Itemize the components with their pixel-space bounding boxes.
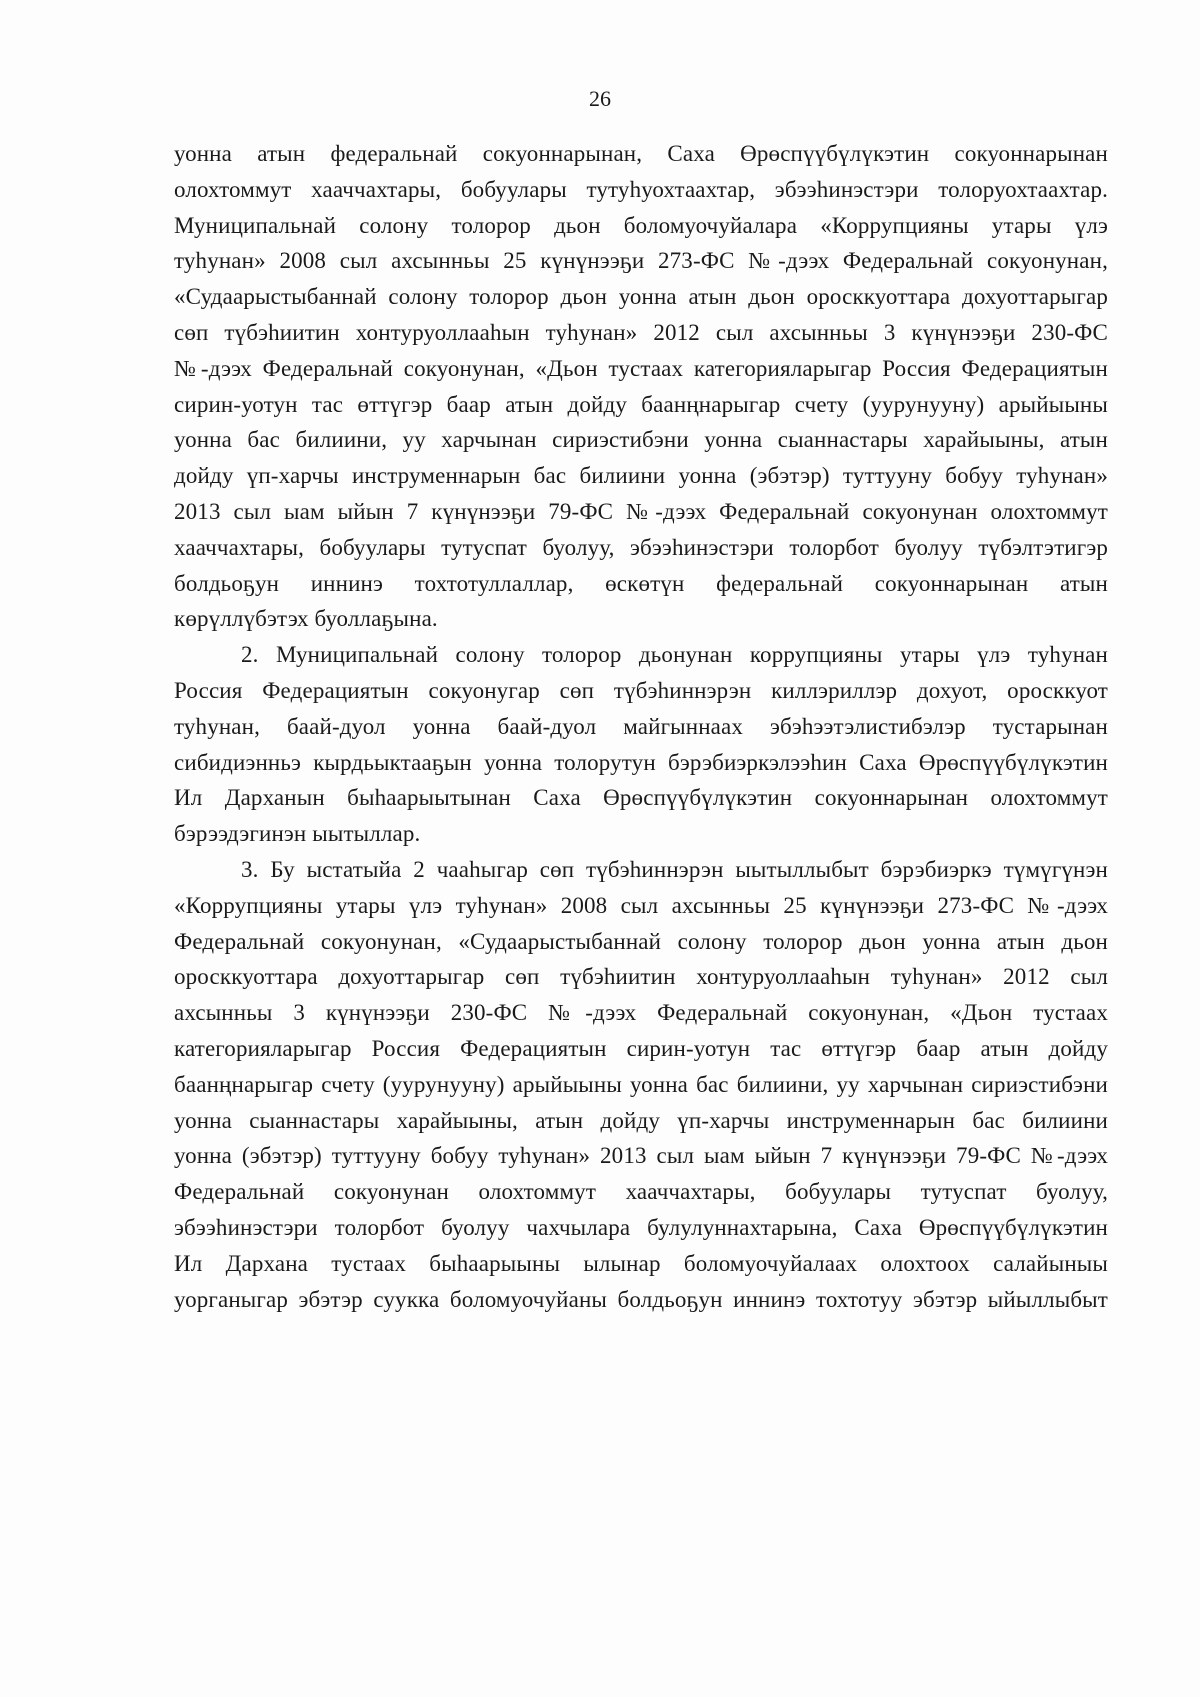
text-line: 2013 сыл ыам ыйын 7 күнүнээҕи 79-ФС №-дээх Федеральнай сокуонунан олохтоммут [174,498,1108,524]
text-line: «Коррупцияны утары үлэ туһунан» 2008 сыл ахсынньы 25 күнүнээҕи 273-ФС №-дээх [174,892,1108,918]
text-line: туһунан, баай-дуол уонна баай-дуол майгыннаах эбэһээтэлистибэлэр тустарынан [174,713,1108,739]
text-line: «Судаарыстыбаннай солону толорор дьон уонна атын дьон оросккуоттара дохуоттарыгар [174,284,1108,310]
paragraph-3-start: 3. Бу ыстатыйа 2 чааһыгар сөп түбэһиннэрэн ыытыллыбыт бэрэбиэркэ түмүгүнэн [241,856,1108,882]
text-line: эбээһинэстэри толорбот буолуу чахчылара булулуннахтарына, Саха Өрөспүүбүлүкэтин [174,1214,1108,1240]
text-line: Россия Федерациятын сокуонугар сөп түбэһиннэрэн киллэриллэр дохуот, оросккуот [174,677,1108,703]
text-line: болдьоҕун иннинэ тохтотуллаллар, өскөтүн федеральнай сокуоннарынан атын [174,570,1108,596]
text-line: дойду үп-харчы инструменнарын бас билиини уонна (эбэтэр) туттууну бобуу туһунан» [174,463,1108,489]
text-line: категорияларыгар Россия Федерациятын сирин-уотун тас өттүгэр баар атын дойду [174,1035,1108,1061]
body-text [174,136,1108,1317]
text-line: уонна атын федеральнай сокуоннарынан, Саха Өрөспүүбүлүкэтин сокуоннарынан [174,141,1108,166]
text-line: хааччахтары, бобуулары тутуспат буолуу, эбээһинэстэри толорбот буолуу түбэлтэтигэр [174,534,1108,560]
text-line: уонна бас билиини, уу харчынан сириэстибэни уонна сыаннастары харайыыны, атын [174,427,1108,453]
text-line: Федеральнай сокуонунан олохтоммут хааччахтары, бобуулары тутуспат буолуу, [174,1179,1108,1205]
page-number: 26 [589,86,611,111]
text-line: оросккуоттара дохуоттарыгар сөп түбэһиитин хонтуруоллааһын туһунан» 2012 сыл [174,964,1108,990]
text-line: сибидиэнньэ кырдьыктааҕын уонна толорутун бэрэбиэркэлээһин Саха Өрөспүүбүлүкэтин [174,749,1108,775]
paragraph-2-start: 2. Муниципальнай солону толорор дьонунан коррупцияны утары үлэ туһунан [241,642,1108,668]
text-line: уорганыгар эбэтэр суукка боломуочуйаны болдьоҕун иннинэ тохтотуу эбэтэр ыйыллыбыт [174,1286,1108,1312]
text-line: Федеральнай сокуонунан, «Судаарыстыбаннай солону толорор дьон уонна атын дьон [174,928,1108,954]
text-line: Муниципальнай солону толорор дьон боломуочуйалара «Коррупцияны утары үлэ [174,212,1108,238]
text-line: көрүллүбэтэх буоллаҕына. [174,606,438,632]
text-line: олохтоммут хааччахтары, бобуулары тутуһуохтаахтар, эбээһинэстэри толоруохтаахтар. [174,176,1108,202]
text-line: сирин-уотун тас өттүгэр баар атын дойду баанңнарыгар счету (уурунууну) арыйыыны [174,391,1108,417]
text-line: уонна сыаннастары харайыыны, атын дойду үп-харчы инструменнарын бас билиини [174,1107,1108,1133]
text-line: ахсынньы 3 күнүнээҕи 230-ФС №-дээх Федеральнай сокуонунан, «Дьон тустаах [174,1000,1108,1026]
text-line: Ил Дархана тустаах быһаарыыны ылынар боломуочуйалаах олохтоох салайыныы [174,1250,1108,1276]
text-line: сөп түбэһиитин хонтуруоллааһын туһунан» 2012 сыл ахсынньы 3 күнүнээҕи 230-ФС [174,319,1108,345]
text-line: уонна (эбэтэр) туттууну бобуу туһунан» 2013 сыл ыам ыйын 7 күнүнээҕи 79-ФС №-дээх [174,1143,1108,1169]
text-line: №-дээх Федеральнай сокуонунан, «Дьон тустаах категорияларыгар Россия Федерациятын [174,355,1108,381]
text-line: туһунан» 2008 сыл ахсынньы 25 күнүнээҕи 273-ФС №-дээх Федеральнай сокуонунан, [174,248,1108,274]
text-line: баанңнарыгар счету (уурунууну) арыйыыны уонна бас билиини, уу харчынан сириэстибэни [174,1071,1108,1097]
text-line: бэрээдэгинэн ыытыллар. [174,821,421,847]
text-line: Ил Дарханын быһаарыытынан Саха Өрөспүүбүлүкэтин сокуоннарынан олохтоммут [174,785,1108,811]
